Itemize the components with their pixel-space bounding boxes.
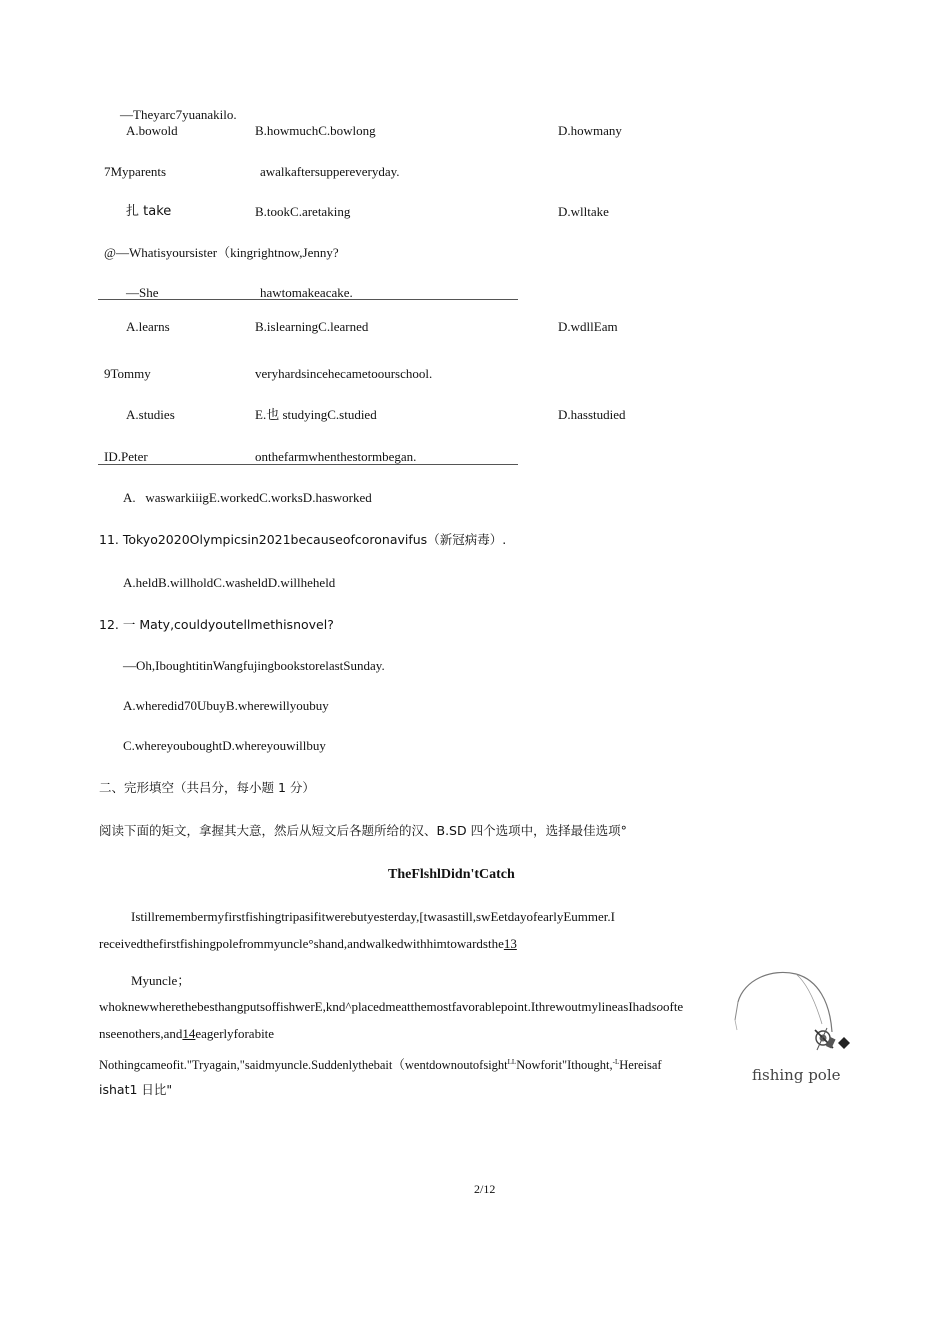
q10-stem-left: ID.Peter: [104, 449, 148, 464]
q11-stem: 11. Tokyo2020Olympicsin2021becauseofcoronavifus（新冠病毒）.: [99, 532, 507, 547]
q8-divider: [98, 299, 518, 300]
blank-14: 14: [182, 1026, 196, 1041]
q6-option-d: D.howmany: [558, 123, 622, 138]
q6-option-bc: B.howmuchC.bowlong: [255, 123, 376, 138]
passage-p2-line3: [99, 1026, 274, 1042]
q6-option-a: A.bowold: [126, 123, 178, 138]
q8-stem: @—Whatisyoursister（kingrightnow,Jenny?: [104, 245, 339, 260]
p2-line3-end: eagerlyforabite: [195, 1026, 275, 1041]
q7-option-a: 扎 take: [126, 204, 172, 219]
q7-stem-left: 7Myparents: [104, 164, 167, 179]
passage-p1-line1: Istillremembermyfirstfishingtripasifitwerebutyesterday,[twasastill,swEetdayofearlyEummer.I: [131, 909, 615, 924]
passage-p2-line2: [99, 999, 683, 1015]
page-number: 2/12: [474, 1182, 496, 1196]
q9-stem-left: 9Tommy: [104, 366, 151, 381]
p2-line2-text: whoknewwherethebesthangputsoffishwerE,knd^placedmeatthemostfavorablepoint.IthrewoutmylineasIhad: [99, 999, 652, 1014]
q12-answer: —Oh,IboughtitinWangfujingbookstorelastSunday.: [123, 658, 385, 673]
q7-stem-right: awalkaftersuppereveryday.: [260, 164, 400, 179]
q7-option-bc: B.tookC.aretaking: [255, 204, 351, 219]
p2-line2-italic: so: [651, 999, 663, 1014]
passage-p2-line1: Myuncle；: [131, 973, 191, 988]
q11-options: A.heldB.willholdC.washeldD.willheheld: [123, 575, 336, 590]
q10-stem-right: onthefarmwhenthestormbegan.: [255, 449, 417, 464]
section-instruction: 阅读下面的矩文，拿握其大意，然后从短文后各题所给的汉、B.SD 四个选项中，选择最佳选项°: [99, 823, 627, 838]
q9-option-a: A.studies: [126, 407, 175, 422]
passage-title: TheFlshlDidn'tCatch: [388, 867, 515, 882]
passage-p1-line2: [99, 936, 517, 952]
blank-13: 13: [503, 936, 517, 951]
passage-p2-line5: ishat1 日比": [99, 1082, 173, 1097]
fishing-pole-caption: fishing pole: [752, 1066, 841, 1084]
q8-answer-left: —She: [126, 285, 159, 300]
q6-answer-line: —Theyarc7yuanakilo.: [120, 107, 237, 122]
p2-line4-mid: Nowforit"Ithought,: [516, 1058, 613, 1073]
fishing-pole-icon: [726, 962, 866, 1087]
p2-line4-end: Hereisaf: [619, 1058, 662, 1073]
p2-line4-sup: LL: [507, 1058, 517, 1066]
q8-option-d: D.wdllEam: [558, 319, 618, 334]
q9-stem-right: veryhardsincehecametoourschool.: [255, 366, 433, 381]
q10-divider: [98, 464, 518, 465]
section-heading: 二、完形填空（共吕分，每小题 1 分）: [99, 780, 315, 795]
q7-option-d: D.wlltake: [558, 204, 609, 219]
p2-line4-text: Nothingcameofit."Tryagain,"saidmyuncle.Suddenlythebait（wentdownoutofsight: [99, 1058, 508, 1073]
p1-line2-text: receivedthefirstfishingpolefrommyuncle°shand,andwalkedwithhimtowardsthe: [99, 936, 504, 951]
q8-answer-right: hawtomakeacake.: [260, 285, 353, 300]
q10-options: A. waswarkiiigE.workedC.worksD.hasworked: [123, 490, 372, 505]
q8-option-bc: B.islearningC.learned: [255, 319, 369, 334]
q12-options-cd: C.whereyouboughtD.whereyouwillbuy: [123, 738, 326, 753]
q8-option-a: A.learns: [126, 319, 170, 334]
fishing-pole-figure: [726, 962, 866, 1087]
passage-p2-line4: [99, 1054, 662, 1073]
q12-stem: 12. 一 Maty,couldyoutellmethisnovel?: [99, 617, 334, 632]
p2-line2-end: ofte: [662, 999, 684, 1014]
q9-option-bc: E.也 studyingC.studied: [255, 407, 377, 422]
p2-line4-sup2: -L: [612, 1058, 620, 1066]
q12-options-ab: A.wheredid70UbuyB.wherewillyoubuy: [123, 698, 329, 713]
p2-line3-text: nseenothers,and: [99, 1026, 183, 1041]
q9-option-d: D.hasstudied: [558, 407, 626, 422]
